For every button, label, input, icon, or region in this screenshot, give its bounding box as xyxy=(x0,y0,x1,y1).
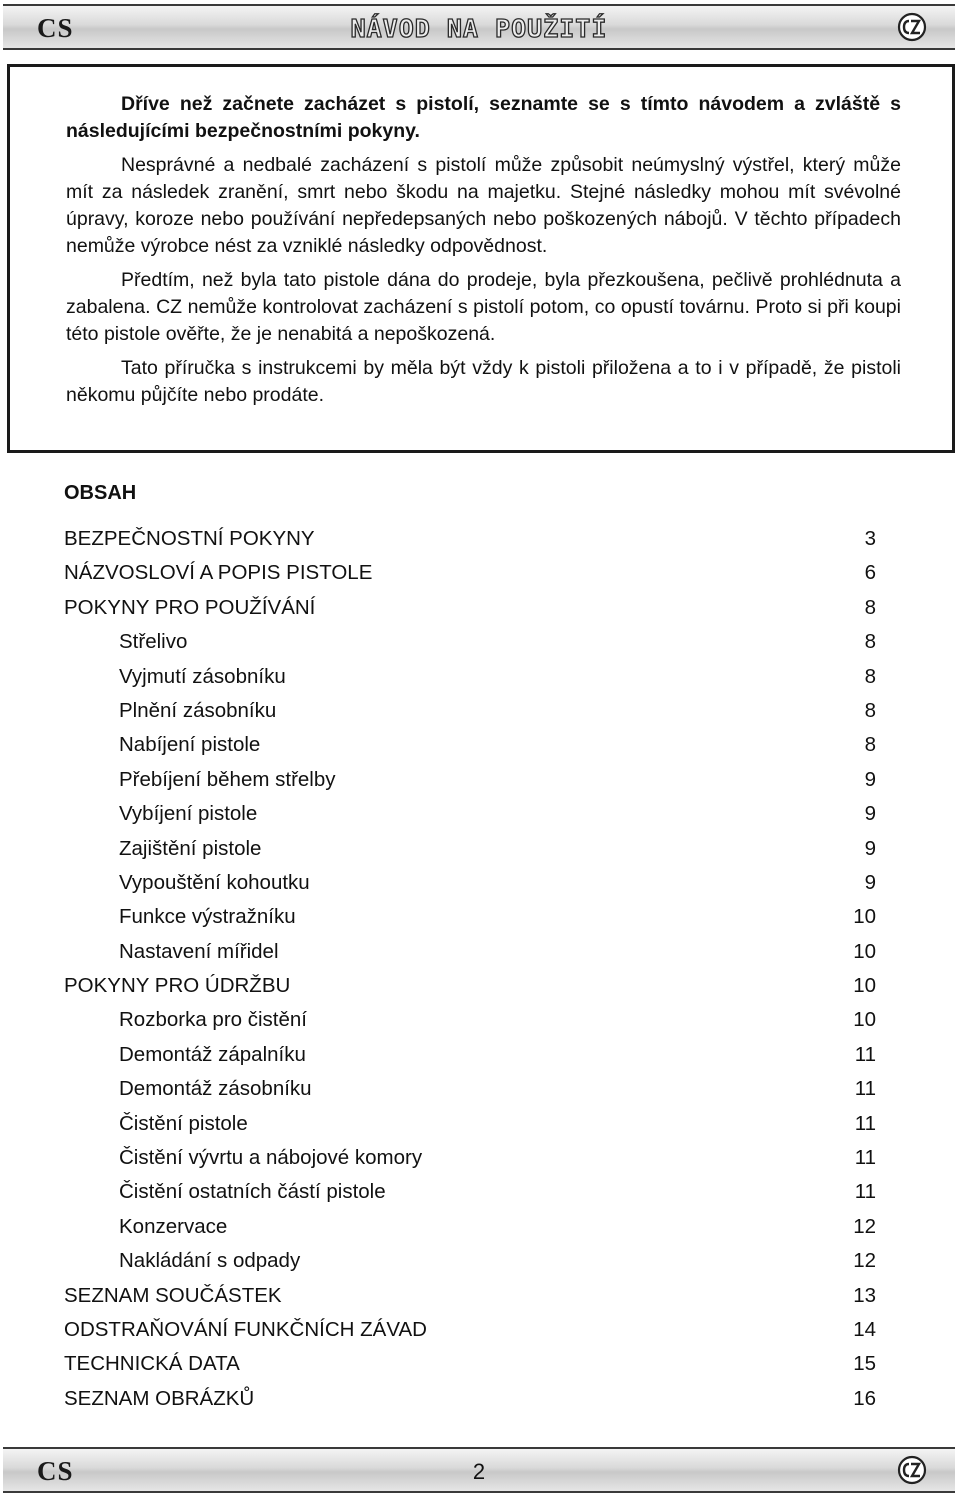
toc-entry xyxy=(64,763,876,797)
toc-entry-label: Rozborka pro čistění xyxy=(119,1008,308,1032)
toc-entry-label: Vybíjení pistole xyxy=(119,802,258,826)
cz-logo-icon xyxy=(897,1455,927,1485)
toc-entry xyxy=(64,900,876,934)
toc-entry xyxy=(64,866,876,900)
toc-entry-page: 8 xyxy=(864,630,876,654)
toc-entry xyxy=(64,1382,876,1416)
cz-logo-icon xyxy=(897,12,927,42)
page-title: NÁVOD NA POUŽITÍ xyxy=(350,14,608,43)
toc-entry xyxy=(64,1141,876,1175)
toc-entry xyxy=(64,728,876,762)
toc-entry-label: Čistění pistole xyxy=(119,1111,248,1135)
toc-entry xyxy=(64,1244,876,1278)
toc-entry xyxy=(64,1072,876,1106)
toc-entry-label: Demontáž zásobníku xyxy=(119,1077,312,1101)
toc-entry xyxy=(64,1313,876,1347)
toc-entry-label: Vyjmutí zásobníku xyxy=(119,664,286,688)
toc-entry-page: 10 xyxy=(853,974,876,998)
toc-entry xyxy=(64,1347,876,1381)
toc-entry-page: 9 xyxy=(864,870,876,894)
toc-entry xyxy=(64,832,876,866)
toc-entry xyxy=(64,522,876,556)
toc-entry-page: 10 xyxy=(853,1008,876,1032)
toc-entry xyxy=(64,1279,876,1313)
toc-entry-label: BEZPEČNOSTNÍ POKYNY xyxy=(64,527,315,550)
toc-entry xyxy=(64,694,876,728)
toc-entry-page: 8 xyxy=(864,733,876,757)
toc-entry xyxy=(64,797,876,831)
toc-entry-page: 11 xyxy=(854,1146,876,1170)
warning-paragraph: Tato příručka s instrukcemi by měla být vždy k pistoli přiložena a to i v případě, že pistoli někomu půjčíte nebo prodáte. xyxy=(66,357,901,406)
toc-entry xyxy=(64,625,876,659)
toc-title: OBSAH xyxy=(64,482,137,504)
toc-entry-page: 10 xyxy=(853,905,876,929)
toc-entry-page: 8 xyxy=(864,595,876,619)
toc-entry-page: 8 xyxy=(864,698,876,722)
toc-entry-page: 11 xyxy=(854,1042,876,1066)
toc-entry-page: 9 xyxy=(864,767,876,791)
toc-entry-page: 11 xyxy=(854,1180,876,1204)
toc-entry-label: TECHNICKÁ DATA xyxy=(64,1352,240,1376)
toc-entry xyxy=(64,660,876,694)
toc-entry-label: Funkce výstražníku xyxy=(119,905,296,929)
warning-paragraph: Nesprávné a nedbalé zacházení s pistolí může způsobit neúmyslný výstřel, který může mít za následek zranění, smrt nebo škodu na majetku. Stejné následky mohou mít svévolné úpravy, koroze nebo používání nepředepsaných nebo poškozených nábojů. V těchto případech nemůže výrobce nést za vzniklé následky odpovědnost. xyxy=(66,154,901,257)
toc-entry-label: NÁZVOSLOVÍ A POPIS PISTOLE xyxy=(64,561,373,585)
toc-entry-page: 8 xyxy=(864,664,876,688)
toc-entry-label: Nakládání s odpady xyxy=(119,1249,301,1273)
toc-entry-page: 3 xyxy=(864,527,876,550)
toc-entry-page: 10 xyxy=(853,939,876,963)
toc-entry-label: SEZNAM OBRÁZKŮ xyxy=(64,1386,255,1410)
table-of-contents xyxy=(64,522,876,1416)
toc-entry-label: Plnění zásobníku xyxy=(119,698,277,722)
toc-entry-page: 13 xyxy=(853,1283,876,1307)
toc-entry-label: POKYNY PRO ÚDRŽBU xyxy=(64,974,291,998)
toc-entry-label: POKYNY PRO POUŽÍVÁNÍ xyxy=(64,595,316,619)
toc-entry xyxy=(64,1210,876,1244)
toc-entry xyxy=(64,969,876,1003)
toc-entry-page: 9 xyxy=(864,836,876,860)
warning-paragraph: Předtím, než byla tato pistole dána do prodeje, byla přezkoušena, pečlivě prohlédnuta a zabalena. CZ nemůže kontrolovat zacházení s pistolí potom, co opustí továrnu. Proto si při koupi této pistole ověřte, že je nenabitá a nepoškozená. xyxy=(66,269,901,345)
toc-entry-label: Čistění vývrtu a nábojové komory xyxy=(119,1146,423,1170)
toc-entry-page: 16 xyxy=(853,1386,876,1410)
toc-entry-page: 11 xyxy=(854,1111,876,1135)
toc-entry xyxy=(64,1003,876,1037)
toc-entry-label: Konzervace xyxy=(119,1214,228,1238)
toc-entry xyxy=(64,1175,876,1209)
safety-warning-box xyxy=(7,64,955,453)
toc-entry-label: Čistění ostatních částí pistole xyxy=(119,1180,386,1204)
toc-entry-page: 9 xyxy=(864,802,876,826)
toc-entry xyxy=(64,935,876,969)
toc-entry-label: Nastavení mířidel xyxy=(119,939,279,963)
toc-entry-label: Vypouštění kohoutku xyxy=(119,870,310,894)
toc-entry-page: 12 xyxy=(853,1214,876,1238)
page-number: 2 xyxy=(472,1459,486,1484)
toc-entry xyxy=(64,556,876,590)
toc-entry-label: SEZNAM SOUČÁSTEK xyxy=(64,1283,282,1307)
toc-entry-page: 11 xyxy=(854,1077,876,1101)
toc-entry-page: 12 xyxy=(853,1249,876,1273)
toc-entry xyxy=(64,1038,876,1072)
toc-entry xyxy=(64,591,876,625)
toc-entry-page: 14 xyxy=(853,1317,876,1341)
footer-lang: CS xyxy=(37,1456,74,1486)
warning-intro: Dříve než začnete zacházet s pistolí, seznamte se s tímto návodem a zvláště s následujícími bezpečnostními pokyny. xyxy=(66,93,901,142)
toc-entry-page: 6 xyxy=(864,561,876,585)
toc-entry-label: Nabíjení pistole xyxy=(119,733,261,757)
footer-bar xyxy=(3,1447,955,1493)
toc-entry-label: Demontáž zápalníku xyxy=(119,1042,306,1066)
header-lang: CS xyxy=(37,13,74,43)
header-bar xyxy=(3,4,955,50)
toc-entry-label: Zajištění pistole xyxy=(119,836,262,860)
toc-entry-page: 15 xyxy=(853,1352,876,1376)
toc-entry-label: Přebíjení během střelby xyxy=(119,767,336,791)
toc-entry-label: ODSTRAŇOVÁNÍ FUNKČNÍCH ZÁVAD xyxy=(64,1317,427,1341)
toc-entry xyxy=(64,1107,876,1141)
toc-entry-label: Střelivo xyxy=(119,630,188,654)
